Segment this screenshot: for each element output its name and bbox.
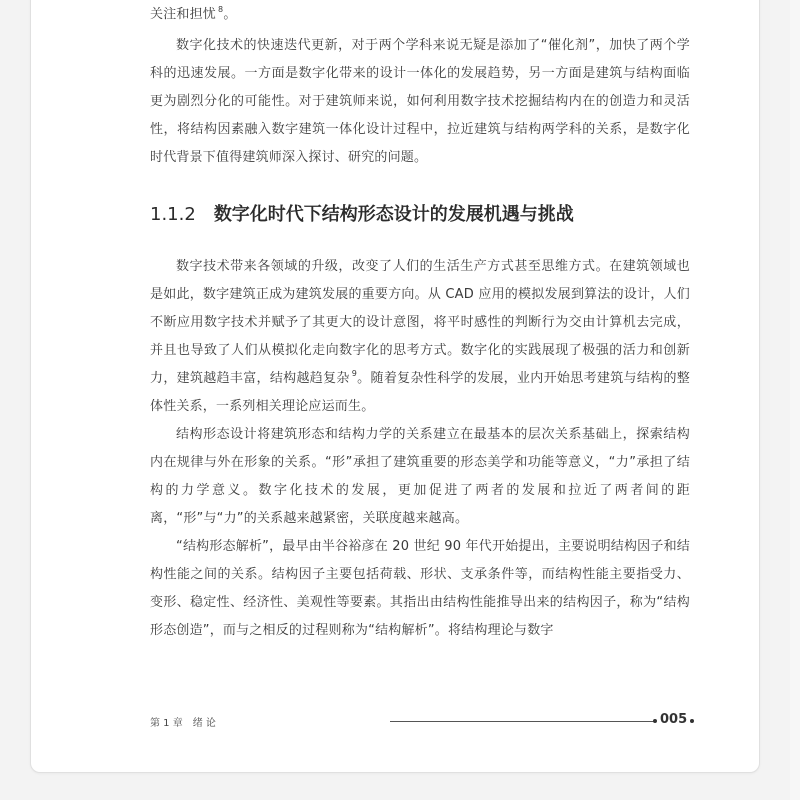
paragraph-4: “结构形态解析”，最早由半谷裕彦在 20 世纪 90 年代开始提出，主要说明结构因子和结构性能之间的关系。结构因子主要包括荷载、形状、支承条件等，而结构性能主要指受力、变形、稳定性、经济性、美观性等要素。其指出由结构性能推导出来的结构因子，称为“结构形态创造”，而与之相反的过程则称为“结构解析”。将结构理论与数字 [150,539,690,638]
section-number: 1.1.2 [150,204,196,225]
footnote-ref-9: 9 [351,369,358,378]
page-number: 005 [660,712,688,727]
paragraph-2-text: 数字技术带来各领域的升级，改变了人们的生活生产方式甚至思维方式。在建筑领域也是如此，数字建筑正成为建筑发展的重要方向。从 CAD 应用的模拟发展到算法的设计，人们不断应用数字技术并赋予了其更大的设计意图，将平时感性的判断行为交由计算机去完成，并且也导致了人们从模拟化走向数字化的思考方式。数字化的实践展现了极强的活力和创新力，建筑越趋丰富，结构越趋复杂 [150,259,690,386]
footer-dot-left [653,719,657,723]
paragraph-3: 结构形态设计将建筑形态和结构力学的关系建立在最基本的层次关系基础上，探索结构内在规律与外在形象的关系。“形”承担了建筑重要的形态美学和功能等意义，“力”承担了结构的力学意义。数字化技术的发展，更加促进了两者的发展和拉近了两者间的距离，“形”与“力”的关系越来越紧密，关联度越来越高。 [150,427,690,526]
footer-rule [390,721,655,722]
footer-dot-right [690,719,694,723]
top-fragment-line [150,1,690,29]
top-fragment-text: 关注和担忧 [150,7,217,22]
section-heading [150,202,574,228]
section-title: 数字化时代下结构形态设计的发展机遇与挑战 [213,204,574,225]
chapter-label: 第 1 章 绪 论 [150,718,216,729]
top-fragment-end: 。 [223,7,237,22]
page-footer [150,712,695,732]
body-text-top [150,1,690,172]
paragraph-2 [150,253,690,421]
paragraph-1: 数字化技术的快速迭代更新，对于两个学科来说无疑是添加了“催化剂”，加快了两个学科的迅速发展。一方面是数字化带来的设计一体化的发展趋势，另一方面是建筑与结构面临更为剧烈分化的可能性。对于建筑师来说，如何利用数字技术挖掘结构内在的创造力和灵活性，将结构因素融入数字建筑一体化设计过程中，拉近建筑与结构两学科的关系，是数字化时代背景下值得建筑师深入探讨、研究的问题。 [150,38,690,165]
paragraph-2-text-end: 。随着复杂性科学的发展，业内开始思考建筑与结构的整体性关系，一系列相关理论应运而生。 [150,371,690,414]
body-text-main [150,253,690,645]
footnote-ref-8: 8 [218,5,224,14]
right-edge-bar [790,0,800,800]
